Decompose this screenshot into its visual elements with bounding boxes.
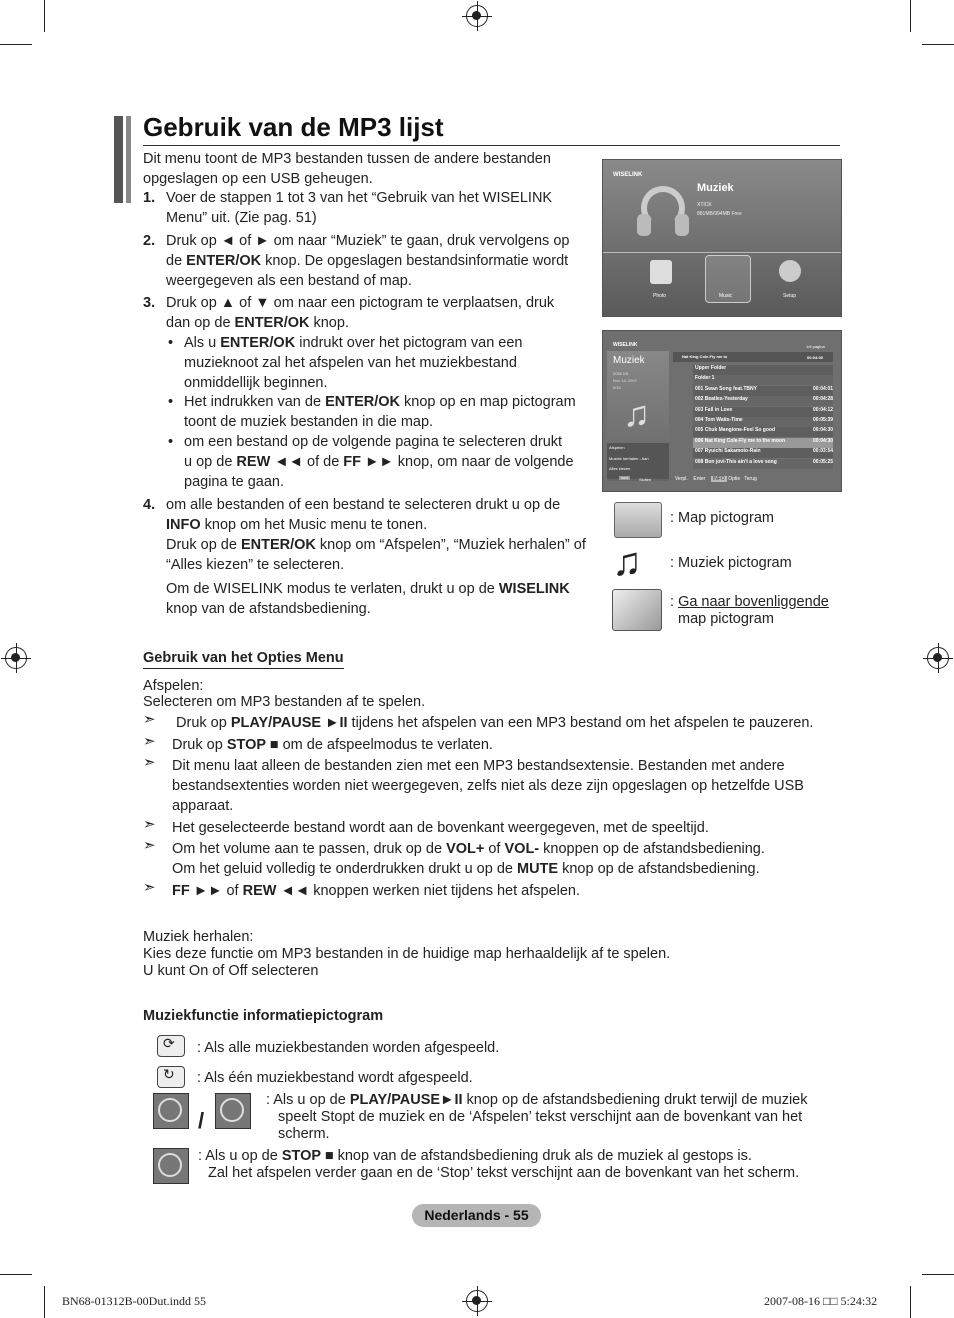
wiselink-logo: WISELINK — [613, 172, 643, 178]
bullet-item: • Als u ENTER/OK indrukt over het pictogram van een muzieknoot zal het afspelen van het muziekbestand onmiddellijk beginnen. — [184, 333, 596, 393]
music-label: Music — [719, 293, 733, 299]
step-1-line: Voer de stappen 1 tot 3 van het “Gebruik van het WISELINK — [166, 190, 553, 206]
play-icon — [153, 1093, 189, 1129]
step-3-line: dan op de ENTER/OK knop. — [166, 315, 349, 331]
footer-enter: Enter — [693, 476, 706, 482]
stop-text: : Als u op de STOP ■ knop van de afstandsbediening druk als de muziek al gestops is. Zal het afspelen verder gaan en de ‘Stop’ tekst verschijnt aan de bovenkant van het scherm. — [198, 1148, 800, 1181]
file-list-label: 005 Chuk Mangione-Feel So good — [695, 427, 776, 434]
crop-mark — [910, 0, 911, 32]
step-3 — [166, 293, 598, 333]
footer-date: 2007-08-16 □□ 5:24:32 — [764, 1294, 878, 1308]
music-note-icon: ♫ — [612, 540, 642, 584]
menu-item[interactable]: Afspelen — [609, 445, 625, 450]
step-2 — [166, 231, 598, 291]
note-item: Druk op STOP ■ om de afspeelmodus te verlaten. — [172, 737, 493, 753]
file-list-row[interactable] — [693, 365, 833, 375]
slash-separator: / — [198, 1108, 205, 1133]
file-list-time: 00:03:54 — [812, 448, 833, 455]
free-space: 881MB/994MB Free — [697, 211, 742, 217]
now-playing: Nat King Cole-Fly me to — [682, 354, 728, 359]
repeat-all-text: : Als alle muziekbestanden worden afgespeeld. — [197, 1040, 500, 1056]
legend-up-label: : Ga naar bovenliggende map pictogram — [670, 594, 829, 627]
screen-title: Muziek — [697, 182, 734, 194]
device-name: XTICK — [697, 202, 712, 208]
file-list-time: 00:04:30 — [812, 427, 833, 434]
footer-option: Optie — [728, 476, 741, 482]
crop-mark — [910, 1286, 911, 1318]
repeat-desc: Kies deze functie om MP3 bestanden in de huidige map herhaaldelijk af te spelen. — [143, 946, 671, 962]
repeat-all-icon: ⟳ — [157, 1035, 185, 1057]
divider — [603, 252, 841, 253]
file-list-time: 00:04:30 — [812, 437, 833, 444]
registration-mark-icon — [927, 647, 949, 669]
crop-mark — [0, 44, 32, 45]
file-list-time: 00:04:28 — [812, 396, 833, 403]
bullet-item: • Het indrukken van de ENTER/OK knop op en map pictogram toont de muziek bestanden in die map. — [184, 392, 596, 432]
step-2-line: de ENTER/OK knop. De opgeslagen bestandsinformatie wordt — [166, 253, 569, 269]
repeat-one-text: : Als één muziekbestand wordt afgespeeld. — [197, 1070, 473, 1086]
menu-info-button[interactable]: INFO — [621, 476, 629, 480]
note-arrow-icon: ➣ — [143, 816, 156, 833]
page-number-badge: Nederlands - 55 — [412, 1204, 541, 1227]
folder-up-icon — [612, 589, 662, 631]
file-list-time: 00:05:25 — [812, 458, 833, 465]
bullet-item: • om een bestand op de volgende pagina te selecteren drukt u op de REW ◄◄ of de FF ►► knop, om naar de volgende pagina te gaan. — [184, 432, 596, 492]
repeat-label: Muziek herhalen: — [143, 929, 254, 945]
note-arrow-icon: ➣ — [143, 879, 156, 896]
file-list-row[interactable] — [693, 438, 833, 448]
file-list-time: 00:05:39 — [812, 417, 833, 423]
file-list-label: Folder 1 — [695, 375, 715, 382]
music-note-icon: ♫ — [623, 393, 650, 434]
wiselink-music-list-screen — [602, 330, 842, 492]
file-list-row[interactable] — [693, 375, 833, 385]
page-indicator: 1/6 pagina — [806, 344, 825, 349]
step-1-line: Menu” uit. (Zie pag. 51) — [166, 210, 317, 226]
legend-music-label: : Muziek pictogram — [670, 555, 792, 571]
crop-mark — [922, 44, 954, 45]
file-list-time: 00:04:01 — [812, 385, 833, 392]
menu-item[interactable]: Muziek herhalen : Aan — [609, 456, 649, 461]
file-list-row[interactable] — [693, 417, 833, 427]
file-size: 5058 KB — [613, 371, 629, 376]
folder-icon — [614, 502, 662, 538]
footer-info: INFO — [712, 476, 725, 482]
crop-mark — [0, 1274, 32, 1275]
registration-mark-icon — [466, 5, 488, 27]
note-arrow-icon: ➣ — [143, 754, 156, 771]
play-pause-text: : Als u op de PLAY/PAUSE►II knop op de afstandsbediening drukt terwijl de muziek speelt Stopt de muziek en de ‘Afspelen’ tekst verschijnt aan de bovenkant van het scherm. — [266, 1092, 808, 1142]
step-2-line: Druk op ◄ of ► om naar “Muziek” te gaan, druk vervolgens op — [166, 233, 570, 249]
file-list-label: 006 Nat King Cole-Fly me to the moon — [695, 437, 786, 444]
note-arrow-icon: ➣ — [143, 837, 156, 854]
setup-icon[interactable] — [779, 260, 801, 282]
crop-mark — [922, 1274, 954, 1275]
stop-icon — [153, 1148, 189, 1184]
step-number: 4. — [143, 497, 156, 513]
options-heading: Gebruik van het Opties Menu — [143, 650, 344, 666]
registration-mark-icon — [466, 1290, 488, 1312]
file-list-label: 003 Fall in Love — [695, 406, 733, 413]
step-number: 1. — [143, 190, 156, 206]
file-list-row[interactable] — [693, 396, 833, 406]
photo-label: Photo — [653, 293, 667, 299]
file-list-row[interactable] — [693, 459, 833, 469]
note-item: FF ►► of REW ◄◄ knoppen werken niet tijdens het afspelen. — [172, 883, 581, 899]
file-list-label: 001 Swan Song feat.TBNY — [695, 385, 757, 392]
repeat-desc: U kunt On of Off selecteren — [143, 963, 319, 979]
file-list-row[interactable] — [693, 427, 833, 437]
title-bar-decoration — [126, 116, 131, 203]
repeat-one-icon: ↻ — [157, 1066, 185, 1088]
step-4: om alle bestanden of een bestand te selecteren drukt u op de INFO knop om het Music menu te tonen. Druk op de ENTER/OK knop om “Afspelen”, “Muziek herhalen” of “Alles kiezen” te selecteren. Om de WISELINK modus te verlaten, drukt u op de WISELINK knop van de afstandsbediening. — [166, 497, 586, 617]
afspelen-label: Afspelen: — [143, 678, 204, 694]
file-index: 6/16 — [613, 385, 621, 390]
file-list-row[interactable] — [693, 386, 833, 396]
footer-move: Verpl. — [675, 476, 688, 482]
intro-text: Dit menu toont de MP3 bestanden tussen de andere bestanden opgeslagen op een USB geheugen. — [143, 151, 551, 187]
footer-file: BN68-01312B-00Dut.indd 55 — [62, 1294, 206, 1308]
file-list-label: 008 Bon jovi-This ain't a love song — [695, 458, 777, 465]
setup-label: Setup — [783, 293, 797, 299]
wiselink-logo: WISELINK — [613, 342, 638, 348]
file-date: Nov 14, 2007 — [613, 378, 637, 383]
step-3-line: Druk op ▲ of ▼ om naar een pictogram te verplaatsen, druk — [166, 295, 555, 311]
note-arrow-icon: ➣ — [143, 733, 156, 750]
note-item: Druk op PLAY/PAUSE ►II tijdens het afspelen van een MP3 bestand om het afspelen te pauzeren. — [176, 715, 814, 731]
note-item: Het geselecteerde bestand wordt aan de bovenkant weergegeven, met de speeltijd. — [172, 820, 709, 836]
step-number: 2. — [143, 233, 156, 249]
afspelen-desc: Selecteren om MP3 bestanden af te spelen. — [143, 694, 426, 710]
menu-exit-label[interactable]: Sluiten — [639, 477, 652, 482]
file-list-time: 00:04:12 — [812, 406, 833, 413]
title-bar-decoration — [114, 116, 123, 203]
title-rule — [143, 145, 840, 146]
photo-icon[interactable] — [650, 260, 672, 284]
panel-title: Muziek — [613, 355, 645, 366]
registration-mark-icon — [5, 647, 27, 669]
step-1 — [166, 188, 598, 228]
file-list-label: 004 Tom Waits-Time — [695, 417, 743, 423]
menu-item[interactable]: Alles kiezen — [609, 466, 631, 471]
headphones-icon — [635, 180, 693, 242]
crop-mark — [44, 1286, 45, 1318]
crop-mark — [44, 0, 45, 32]
step-2-line: weergegeven als een bestand of map. — [166, 273, 412, 289]
note-item: Dit menu laat alleen de bestanden zien met een MP3 bestandsextensie. Bestanden met andere bestandsextenties worden niet weergegeven, zelfs niet als deze zijn opgeslagen op hetzelfde USB apparaat. — [172, 758, 804, 814]
info-icons-heading: Muziekfunctie informatiepictogram — [143, 1008, 384, 1024]
file-list-label: 007 Ryuichi Sakamoto-Rain — [695, 448, 761, 455]
step-number: 3. — [143, 295, 156, 311]
page-title: Gebruik van de MP3 lijst — [143, 112, 444, 142]
note-item: Om het volume aan te passen, druk op de VOL+ of VOL- knoppen op de afstandsbediening. Om het geluid volledig te onderdrukken drukt u op de MUTE knop op de afstandsbediening. — [172, 841, 765, 877]
wiselink-main-screen — [602, 159, 842, 317]
file-list-label: Upper Folder — [695, 365, 727, 371]
now-playing-time: 00:04:00 — [807, 355, 824, 360]
note-arrow-icon: ➣ — [143, 711, 156, 728]
file-list-label: 002 Beatles-Yesterday — [695, 396, 748, 403]
legend-folder-label: : Map pictogram — [670, 510, 774, 526]
screen-footer — [675, 476, 757, 482]
footer-back: Terug — [744, 476, 757, 482]
pause-icon — [215, 1093, 251, 1129]
file-list-row[interactable] — [693, 407, 833, 417]
file-list-row[interactable] — [693, 448, 833, 458]
